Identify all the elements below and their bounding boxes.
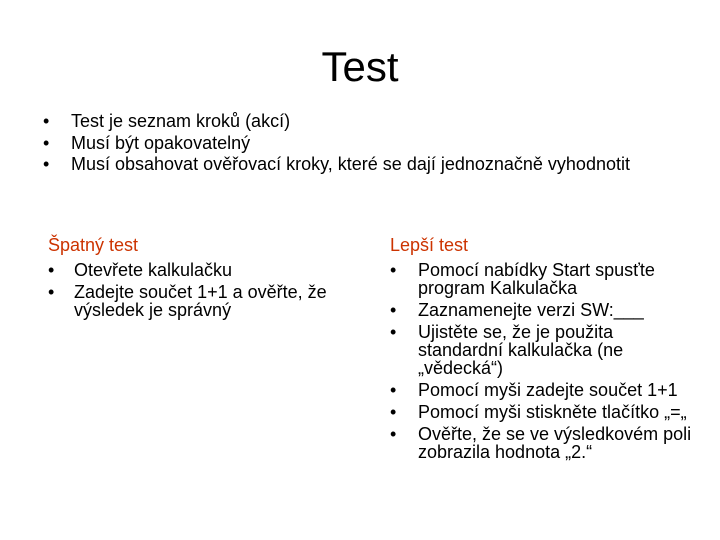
list-item-text: Pomocí myši zadejte součet 1+1 bbox=[418, 380, 678, 400]
good-test-heading: Lepší test bbox=[390, 235, 469, 255]
list-item bbox=[43, 112, 683, 130]
list-item bbox=[390, 381, 700, 399]
list-item bbox=[48, 283, 348, 319]
list-item-text: Pomocí myši stiskněte tlačítko „=„ bbox=[418, 402, 687, 422]
bullet-icon: • bbox=[390, 402, 397, 422]
good-test-list bbox=[390, 261, 700, 465]
bullet-icon: • bbox=[390, 380, 397, 400]
bad-test-list bbox=[48, 261, 348, 322]
slide-title bbox=[0, 40, 720, 94]
bullet-icon: • bbox=[390, 300, 397, 320]
bullet-icon: • bbox=[43, 154, 50, 174]
list-item-text: Zaznamenejte verzi SW:___ bbox=[418, 300, 644, 320]
list-item bbox=[48, 261, 348, 279]
bullet-icon: • bbox=[43, 111, 50, 131]
list-item bbox=[43, 155, 683, 173]
requirements-list bbox=[43, 112, 683, 177]
bullet-icon: • bbox=[43, 132, 50, 153]
list-item-text: Ověřte, že se ve výsledkovém poli zobrazila hodnota „2.“ bbox=[418, 424, 692, 462]
list-item bbox=[390, 425, 700, 461]
bullet-icon: • bbox=[48, 281, 55, 302]
list-item bbox=[390, 301, 700, 319]
list-item bbox=[390, 323, 700, 377]
list-item-text: Otevřete kalkulačku bbox=[74, 260, 233, 280]
list-item bbox=[390, 261, 700, 297]
bad-test-heading: Špatný test bbox=[48, 235, 139, 255]
list-item-text: Pomocí nabídky Start spusťte program Kalkulačka bbox=[418, 260, 655, 298]
list-item-text: Ujistěte se, že je použita standardní kalkulačka (ne „vědecká“) bbox=[418, 322, 624, 378]
bullet-icon: • bbox=[390, 322, 397, 342]
list-item bbox=[390, 403, 700, 421]
bullet-icon: • bbox=[48, 260, 55, 280]
list-item-text: Musí být opakovatelný bbox=[71, 132, 251, 153]
list-item-text: Test je seznam kroků (akcí) bbox=[71, 111, 291, 131]
bullet-icon: • bbox=[390, 260, 397, 280]
list-item bbox=[43, 134, 683, 152]
slide-title-text: Test bbox=[321, 43, 399, 90]
list-item-text: Musí obsahovat ověřovací kroky, které se dají jednoznačně vyhodnotit bbox=[71, 154, 630, 174]
bullet-icon: • bbox=[390, 424, 397, 444]
list-item-text: Zadejte součet 1+1 a ověřte, že výsledek je správný bbox=[74, 281, 327, 320]
